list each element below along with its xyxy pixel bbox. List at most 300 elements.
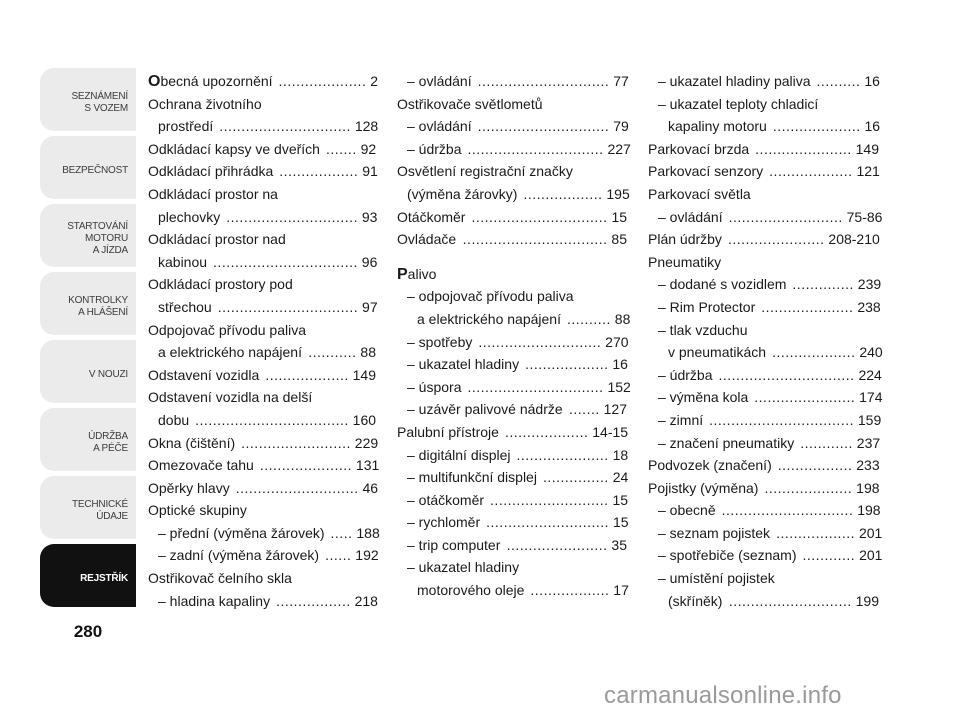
dot-leader: ...................: [504, 423, 589, 440]
index-entry: [648, 590, 879, 613]
chapter-tab[interactable]: [40, 408, 136, 471]
index-entry-text: (výměna žárovky): [407, 185, 518, 202]
index-entry-text: prostředí: [158, 118, 214, 135]
chapter-tab-label: REJSTŘÍK: [80, 572, 128, 584]
page-ref: 88: [356, 344, 376, 361]
index-entry-text: – odpojovač přívodu paliva: [407, 288, 574, 305]
index-entry-page: [802, 544, 883, 567]
dot-leader: ....................: [764, 479, 853, 496]
page-ref: 16: [860, 118, 881, 135]
chapter-tab-label: TECHNICKÉ: [72, 498, 128, 510]
index-entry-page: [278, 70, 379, 93]
index-entry: [648, 296, 879, 319]
page-ref: 233: [852, 457, 880, 474]
page-ref: 128: [350, 118, 379, 135]
index-column-2: [397, 70, 631, 602]
index-entry-text: Parkovací světla: [648, 185, 751, 202]
page-ref: 201: [855, 547, 883, 564]
dot-leader: ...................: [772, 344, 856, 361]
dot-leader: ................................: [217, 298, 359, 315]
index-entry-text: Odstavení vozidla na delší: [148, 389, 313, 406]
index-column-1: [148, 70, 380, 612]
index-entry: [648, 115, 879, 138]
page-ref: 24: [608, 469, 629, 486]
index-entry: [148, 409, 376, 432]
index-entry-page: [219, 115, 379, 138]
index-entry: [397, 206, 627, 229]
index-entry: [148, 544, 379, 567]
index-entry: [148, 206, 376, 229]
page-ref: 121: [852, 163, 880, 180]
index-entry: [148, 138, 376, 161]
index-entry-page: [761, 296, 879, 319]
index-entry-page: [467, 376, 631, 399]
index-entry: [648, 341, 883, 364]
page-ref: 92: [356, 140, 377, 157]
index-entry-page: [769, 160, 879, 183]
page-ref: 17: [609, 582, 629, 599]
page-ref: 224: [854, 366, 882, 383]
index-entry-page: [265, 364, 376, 387]
page-ref: 75-86: [842, 208, 883, 225]
chapter-tab[interactable]: [40, 136, 136, 199]
index-entry-page: [259, 454, 380, 477]
chapter-tab[interactable]: [40, 272, 136, 335]
index-entry-text: plechovky: [158, 208, 221, 225]
index-entry: [148, 183, 376, 206]
dot-leader: ......................: [727, 231, 825, 248]
index-entry-text: Odkládací kapsy ve dveřích: [148, 140, 320, 157]
page-ref: 88: [610, 310, 631, 327]
index-entry-text: Ostřikovač čelního skla: [148, 570, 292, 587]
dot-leader: ...........................: [490, 491, 609, 508]
index-entry-text: – trip computer: [407, 536, 501, 553]
dot-leader: .................................: [213, 253, 358, 270]
index-entry-page: [729, 590, 879, 613]
index-entry-text: – hladina kapaliny: [158, 592, 271, 609]
index-entry-text: – multifunkční displej: [407, 469, 537, 486]
page-ref: 35: [607, 536, 627, 553]
dot-leader: .................: [276, 592, 351, 609]
page-ref: 149: [348, 366, 376, 383]
chapter-tab-label: V NOUZI: [88, 368, 128, 380]
index-entry: [648, 499, 879, 522]
index-entry-text: Ovládače: [397, 231, 457, 248]
page-ref: 93: [357, 208, 378, 225]
chapter-tab[interactable]: [40, 204, 136, 267]
dot-leader: .........................: [241, 434, 351, 451]
page-ref: 77: [609, 73, 629, 89]
index-entry-text: – umístění pojistek: [658, 570, 775, 587]
index-entry-text: Osvětlení registrační značky: [397, 163, 573, 180]
page-ref: 2: [366, 73, 379, 89]
page-ref: 149: [851, 140, 879, 157]
dot-leader: ............................: [478, 333, 602, 350]
index-entry: [148, 319, 376, 342]
index-entry-text: – ukazatel hladiny: [407, 559, 520, 576]
index-entry-text: – dodané s vozidlem: [658, 276, 787, 293]
index-entry-page: [776, 522, 883, 545]
page-ref: 270: [601, 333, 629, 350]
dot-leader: ..............................: [226, 208, 358, 225]
index-entry: [648, 477, 879, 500]
index-entry: [648, 138, 879, 161]
index-entry-page: [772, 341, 883, 364]
page-ref: 174: [855, 389, 883, 406]
page-ref: 15: [607, 208, 628, 225]
chapter-tab-label: STARTOVÁNÍ: [67, 220, 128, 232]
index-entry-text: – seznam pojistek: [658, 524, 771, 541]
index-entry: [148, 454, 380, 477]
page-ref: 18: [608, 446, 629, 463]
index-entry: [148, 228, 376, 251]
index-entry-text: v pneumatikách: [668, 344, 767, 361]
index-entry-page: [523, 183, 630, 206]
index-entry: [648, 251, 879, 274]
dot-leader: ..............................: [721, 502, 854, 519]
dot-leader: ..........................: [728, 208, 843, 225]
index-entry: [397, 466, 627, 489]
page-ref: 131: [352, 457, 380, 474]
page-ref: 96: [357, 253, 378, 270]
index-entry: [648, 432, 879, 455]
index-entry-text: – tlak vzduchu: [658, 321, 748, 338]
index-entry-page: [326, 138, 376, 161]
index-entry: [397, 228, 627, 251]
index-entry-page: [279, 160, 376, 183]
page-ref: 79: [609, 118, 629, 135]
index-entry: [148, 477, 379, 500]
index-entry-page: [530, 579, 627, 602]
page-number: 280: [73, 622, 103, 641]
index-entry-page: [308, 341, 376, 364]
page-ref: 199: [851, 592, 879, 609]
index-entry-text: Odpojovač přívodu paliva: [148, 321, 306, 338]
index-entry-page: [195, 409, 376, 432]
dot-leader: ............: [800, 434, 853, 451]
dot-leader: ..............................: [219, 118, 351, 135]
index-entry-text: – přední (výměna žárovek): [158, 524, 325, 541]
page-ref: 218: [350, 592, 378, 609]
index-entry-page: [507, 534, 627, 557]
index-entry-text: Odkládací prostor na: [148, 185, 278, 202]
index-entry: [148, 115, 379, 138]
chapter-tab[interactable]: [40, 68, 136, 131]
index-entry: [148, 70, 379, 93]
index-entry: [397, 285, 627, 308]
index-entry-text: Parkovací brzda: [648, 140, 750, 157]
page-ref: 97: [358, 298, 378, 315]
index-entry-text: Parkovací senzory: [648, 163, 764, 180]
dot-leader: .................................: [462, 231, 608, 248]
index-entry: [148, 251, 376, 274]
dot-leader: ..................: [530, 582, 610, 599]
dot-leader: ....................: [772, 118, 861, 135]
chapter-tab-label: MOTORU: [84, 232, 128, 244]
index-entry-text: Okna (čištění): [148, 434, 236, 451]
index-entry: [148, 93, 376, 116]
index-entry: [397, 534, 627, 557]
index-entry-text: kapaliny motoru: [668, 118, 767, 135]
index-entry-text: Palubní přístroje: [397, 423, 499, 440]
chapter-tab-label: A PÉČE: [93, 442, 128, 454]
index-entry-text: Odstavení vozidla: [148, 366, 260, 383]
index-entry-text: – ukazatel hladiny paliva: [658, 73, 811, 89]
index-entry-page: [276, 590, 376, 613]
dot-leader: ...................................: [195, 411, 349, 428]
dot-leader: .......: [325, 140, 357, 157]
dot-leader: ............................: [728, 592, 852, 609]
index-entry: [648, 273, 882, 296]
index-entry-text: Odkládací prostory pod: [148, 276, 293, 293]
page-ref: 46: [358, 479, 379, 496]
chapter-tab-label: BEZPEČNOST: [62, 164, 128, 176]
index-entry-page: [778, 454, 879, 477]
chapter-tab-label: ÚDAJE: [96, 510, 128, 522]
index-entry-page: [755, 138, 879, 161]
index-entry-page: [728, 206, 883, 229]
index-entry: [148, 341, 376, 364]
page-ref: 229: [350, 434, 379, 451]
index-entry-page: [517, 444, 627, 467]
index-entry: [648, 409, 882, 432]
dot-leader: ..............: [792, 276, 854, 293]
index-entry-text: Palivo: [397, 265, 437, 283]
dot-leader: ..................: [776, 524, 856, 541]
index-entry-text: – zimní: [658, 411, 704, 428]
index-entry-text: Odkládací prostor nad: [148, 231, 286, 248]
chapter-tab-label: A HLÁŠENÍ: [78, 306, 128, 318]
index-entry-page: [490, 489, 627, 512]
page-ref: 239: [853, 276, 882, 293]
index-entry: [648, 364, 882, 387]
dot-leader: ...............: [542, 469, 609, 486]
index-entry: [397, 331, 627, 354]
index-entry-text: Otáčkoměr: [397, 208, 466, 225]
index-entry: [148, 273, 376, 296]
dot-leader: ..................: [279, 163, 359, 180]
index-entry: [148, 522, 380, 545]
index-entry-text: Ochrana životního: [148, 95, 262, 112]
chapter-tab-label: A JÍZDA: [92, 244, 128, 256]
index-entry-text: Omezovače tahu: [148, 457, 254, 474]
index-entry: [397, 183, 630, 206]
index-entry-text: – ovládání: [407, 73, 472, 89]
chapter-tab[interactable]: [40, 476, 136, 539]
index-entry-page: [241, 432, 379, 455]
dot-leader: ......: [325, 547, 352, 564]
index-entry-text: – ovládání: [407, 118, 472, 135]
index-entry: [648, 386, 883, 409]
page-ref: 16: [608, 356, 628, 373]
dot-leader: ..............................: [477, 73, 610, 89]
dot-leader: ..................: [523, 185, 603, 202]
index-entry-page: [722, 499, 879, 522]
dot-leader: ...............................: [471, 208, 608, 225]
index-entry: [648, 160, 879, 183]
dot-leader: ..............................: [477, 118, 610, 135]
chapter-tab-label: ÚDRŽBA: [88, 430, 128, 442]
index-entry: [397, 115, 627, 138]
dot-leader: .......: [569, 401, 600, 418]
index-entry: [397, 421, 627, 444]
index-entry-page: [325, 544, 379, 567]
index-entry: [397, 263, 627, 286]
index-entry-text: – obecně: [658, 502, 716, 519]
index-entry-text: – spotřeby: [407, 333, 473, 350]
chapter-tab[interactable]: [40, 544, 136, 607]
page-ref: 16: [860, 73, 880, 89]
index-entry-text: Pojistky (výměna): [648, 479, 759, 496]
index-entry-text: (skříněk): [668, 592, 723, 609]
index-entry: [397, 70, 627, 93]
chapter-tab[interactable]: [40, 340, 136, 403]
dot-leader: .................: [777, 457, 853, 474]
index-entry-text: kabinou: [158, 253, 208, 270]
page-ref: 227: [603, 140, 631, 157]
page-ref: 198: [853, 502, 881, 519]
page-ref: 208-210: [824, 231, 880, 248]
page-ref: 159: [853, 411, 882, 428]
index-entry-page: [463, 228, 627, 251]
dot-leader: ...............................: [467, 140, 604, 157]
index-entry-text: a elektrického napájení: [417, 310, 561, 327]
index-entry-text: – údržba: [658, 366, 713, 383]
index-entry-page: [486, 511, 627, 534]
index-entry: [397, 511, 627, 534]
index-entry-text: Plán údržby: [648, 231, 722, 248]
dot-leader: ...................: [265, 366, 349, 383]
page-ref: 15: [608, 491, 629, 508]
index-entry: [648, 454, 879, 477]
dot-leader: .....................: [259, 457, 353, 474]
index-entry: [148, 567, 376, 590]
index-entry: [148, 296, 376, 319]
page-ref: 85: [607, 231, 627, 248]
index-entry: [648, 93, 879, 116]
index-entry: [648, 206, 883, 229]
index-entry: [648, 70, 879, 93]
index-entry-text: motorového oleje: [417, 582, 525, 599]
index-entry-page: [569, 398, 627, 421]
index-entry-text: – úspora: [407, 378, 462, 395]
index-column-3: [648, 70, 883, 612]
dot-leader: ......................: [755, 140, 852, 157]
chapter-tab-label: SEZNÁMENÍ: [71, 90, 128, 102]
page-ref: 192: [351, 547, 379, 564]
index-entry: [148, 590, 376, 613]
index-entry-page: [218, 296, 376, 319]
page-ref: 240: [855, 344, 883, 361]
index-entry-page: [478, 331, 627, 354]
index-entry: [397, 444, 627, 467]
index-entry-text: – značení pneumatiky: [658, 434, 795, 451]
watermark: carmanualsonline.info: [604, 682, 842, 709]
page-ref: 238: [853, 298, 881, 315]
dot-leader: .......................: [754, 389, 856, 406]
index-entry-text: Opěrky hlavy: [148, 479, 230, 496]
dot-leader: ............: [802, 547, 856, 564]
page-ref: 188: [352, 524, 380, 541]
index-entry: [397, 376, 631, 399]
index-entry: [397, 556, 627, 579]
dot-leader: ...............................: [467, 378, 604, 395]
index-entry-page: [718, 364, 882, 387]
index-entry-text: Optické skupiny: [148, 502, 247, 519]
index-entry-text: – údržba: [407, 140, 462, 157]
index-entry: [648, 183, 879, 206]
index-entry-page: [567, 308, 631, 331]
index-entry: [397, 489, 627, 512]
page-ref: 198: [852, 479, 880, 496]
index-entry: [148, 432, 379, 455]
dot-leader: ............................: [235, 479, 359, 496]
index-entry-page: [525, 353, 627, 376]
page-ref: 201: [855, 524, 883, 541]
dot-leader: ..........: [567, 310, 611, 327]
index-entry-page: [226, 206, 376, 229]
index-entry: [648, 567, 879, 590]
dot-leader: ...........: [308, 344, 357, 361]
page-ref: 195: [602, 185, 630, 202]
dot-leader: .......................: [506, 536, 608, 553]
index-entry-page: [754, 386, 883, 409]
index-entry-text: – ovládání: [658, 208, 723, 225]
index-entry-page: [478, 70, 627, 93]
index-entry-page: [471, 206, 627, 229]
index-entry-text: – uzávěr palivové nádrže: [407, 401, 563, 418]
index-entry-text: střechou: [158, 298, 212, 315]
index-entry-text: dobu: [158, 411, 190, 428]
index-entry-page: [773, 115, 879, 138]
index-entry-text: Ostřikovače světlometů: [397, 95, 543, 112]
index-entry-page: [213, 251, 376, 274]
dot-leader: ...................: [769, 163, 853, 180]
index-entry-text: – spotřebiče (seznam): [658, 547, 797, 564]
dot-leader: ...................: [525, 356, 609, 373]
index-entry-page: [235, 477, 379, 500]
index-entry: [397, 160, 627, 183]
dot-leader: .....................: [761, 298, 854, 315]
index-entry-page: [330, 522, 380, 545]
index-entry-text: Pneumatiky: [648, 253, 722, 270]
index-entry-text: – digitální displej: [407, 446, 511, 463]
index-entry: [397, 308, 631, 331]
index-entry: [148, 160, 376, 183]
section-gap: [397, 251, 627, 263]
index-entry-text: – rychloměr: [407, 514, 481, 531]
dot-leader: .....................: [516, 446, 609, 463]
index-entry: [397, 579, 627, 602]
index-entry: [148, 364, 376, 387]
index-entry-text: – výměna kola: [658, 389, 749, 406]
index-entry: [397, 93, 627, 116]
dot-leader: .................................: [709, 411, 854, 428]
page-ref: 15: [609, 514, 629, 531]
index-entry: [397, 353, 627, 376]
index-entry-text: Obecná upozornění: [148, 73, 273, 90]
index-entry-page: [792, 273, 882, 296]
dot-leader: ....................: [278, 73, 367, 89]
index-entry-page: [728, 228, 879, 251]
index-entry-text: Podvozek (značení): [648, 457, 772, 474]
index-entry: [648, 522, 883, 545]
index-entry-text: – ukazatel hladiny: [407, 356, 520, 373]
index-entry-text: – ukazatel teploty chladicí: [658, 95, 819, 112]
index-entry: [648, 228, 879, 251]
index-entry: [148, 499, 376, 522]
index-entry-text: – zadní (výměna žárovek): [158, 547, 320, 564]
